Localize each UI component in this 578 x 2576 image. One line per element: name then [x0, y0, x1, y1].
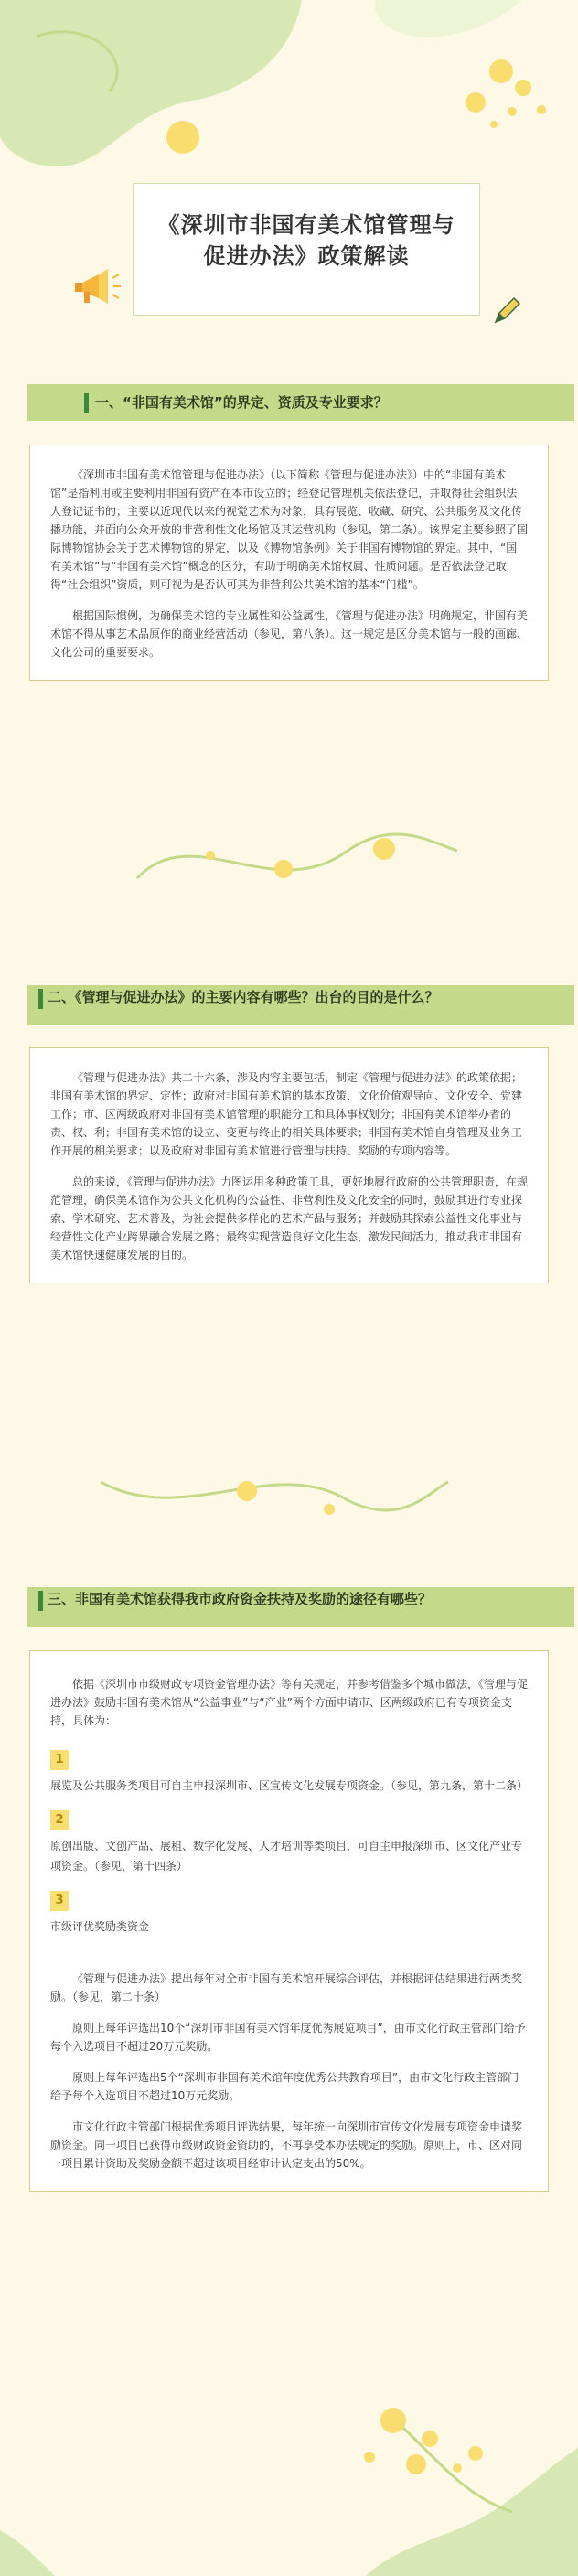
funding-item-1: 展览及公共服务类项目可自主申报深圳市、区宣传文化发展专项资金。（参见，第九条，第十二条） — [50, 1779, 529, 1792]
section-1-heading: 一、“非国有美术馆”的界定、资质及专业要求？ — [95, 394, 388, 411]
top-decoration — [0, 0, 578, 183]
section-1-paragraph-2: 根据国际惯例，为确保美术馆的专业属性和公益属性，《管理与促进办法》明确规定，非国有美术馆不得从事艺术品原作的商业经营活动（参见，第八条）。这一规定是区分美术馆与一般的画廊、文化公司的重要要求。 — [50, 609, 529, 659]
section-3-paragraph-4: 市文化行政主管部门根据优秀项目评选结果，每年统一向深圳市宣传文化发展专项资金申请奖励资金。同一项目已获得市级财政资金资助的，不再享受本办法规定的奖励。原则上，市、区对同一项目累计资助及奖励金额不超过该项目经审计认定支出的50%。 — [50, 2120, 523, 2170]
section-2-paragraph-2: 总的来说，《管理与促进办法》力图运用多种政策工具，更好地履行政府的公共管理职责，在规范管理，确保美术馆作为公共文化机构的公益性、非营利性及文化安全的同时，鼓励其进行专业探索、学术研究、艺术普及，为社会提供多样化的艺术产品与服务；并鼓励其探索公益性文化事业与经营性文化产业跨界融合发展之路；最终实现营造良好文化生态，激发民间活力，推动我市非国有美术馆快速健康发展的目的。 — [50, 1175, 529, 1261]
section-3-paragraph-3: 原则上每年评选出5个“深圳市非国有美术馆年度优秀公共教育项目”，由市文化行政主管部门给予每个入选项目不超过10万元奖励。 — [50, 2071, 519, 2102]
number-badge-1: 1 — [50, 1750, 69, 1770]
section-2-paragraph-1: 《管理与促进办法》共二十六条，涉及内容主要包括，制定《管理与促进办法》的政策依据；非国有美术馆的界定、定性；政府对非国有美术馆的基本政策、文化价值观导向、文化安全、党建工作；市、区两级政府对非国有美术馆管理的职能分工和具体事权划分；非国有美术馆举办者的责、权、利；非国有美术馆的设立、变更与终止的相关具体要求；非国有美术馆自身管理及业务工作开展的相关要求；以及政府对非国有美术馆进行管理与扶持、奖励的专项内容等。 — [50, 1071, 523, 1157]
number-badge-3: 3 — [50, 1891, 69, 1911]
funding-item-3: 市级评优奖励类资金 — [50, 1920, 150, 1933]
bottom-decoration — [0, 2393, 578, 2576]
megaphone-icon — [71, 258, 126, 313]
banner-accent-bar — [38, 1591, 43, 1611]
section-1-banner — [27, 384, 574, 421]
section-2-card — [29, 1047, 549, 1283]
section-2-banner — [27, 985, 574, 1025]
banner-accent-bar — [38, 989, 43, 1009]
page-title: 《深圳市非国有美术馆管理与促进办法》政策解读 — [157, 212, 455, 269]
wave-decoration — [0, 823, 578, 896]
funding-item-2: 原创出版、文创产品、展租、数字化发展、人才培训等类项目，可自主申报深圳市、区文化产业专项资金。（参见，第十四条） — [50, 1840, 523, 1873]
title-box — [133, 183, 480, 316]
dot-decoration — [166, 121, 199, 154]
section-3-paragraph-1: 《管理与促进办法》提出每年对全市非国有美术馆开展综合评估，并根据评估结果进行两类奖励。（参见，第二十条） — [50, 1972, 523, 2003]
pencil-icon — [490, 295, 523, 327]
wave-decoration — [0, 1454, 578, 1528]
section-3-banner — [27, 1587, 574, 1627]
section-3-intro: 依据《深圳市市级财政专项资金管理办法》等有关规定，并参考借鉴多个城市做法，《管理与促进办法》鼓励非国有美术馆从“公益事业”与“产业”两个方面申请市、区两级政府已有专项资金支持，具体为： — [50, 1678, 529, 1727]
section-1-paragraph-1: 《深圳市非国有美术馆管理与促进办法》（以下简称《管理与促进办法》）中的“非国有美术馆”是指利用或主要利用非国有资产在本市设立的；经登记管理机关依法登记，并取得社会组织法人登记证书的；主要以近现代以来的视觉艺术为对象，具有展览、收藏、研究、公共服务及文化传播功能，并面向公众开放的非营利性文化场馆及其运营机构（参见，第二条）。该界定主要参照了国际博物馆协会关于艺术博物馆的界定，以及《博物馆条例》关于非国有博物馆的界定。其中，“国有美术馆”与“非国有美术馆”概念的区分，有助于明确美术馆权属、性质问题。是否依法登记取得“社会组织”资质，则可视为是否认可其为非营利公共美术馆的基本“门槛”。 — [50, 468, 529, 591]
section-3-heading: 三、非国有美术馆获得我市政府资金扶持及奖励的途径有哪些？ — [48, 1591, 433, 1607]
number-badge-2: 2 — [50, 1810, 69, 1830]
section-1-card — [29, 445, 549, 681]
section-3-paragraph-2: 原则上每年评选出10个“深圳市非国有美术馆年度优秀展览项目”，由市文化行政主管部门给予每个入选项目不超过20万元奖励。 — [50, 2022, 526, 2053]
section-2-heading: 二、《管理与促进办法》的主要内容有哪些？出台的目的是什么？ — [48, 989, 439, 1005]
banner-accent-bar — [84, 393, 89, 413]
section-3-card — [29, 1650, 549, 2192]
